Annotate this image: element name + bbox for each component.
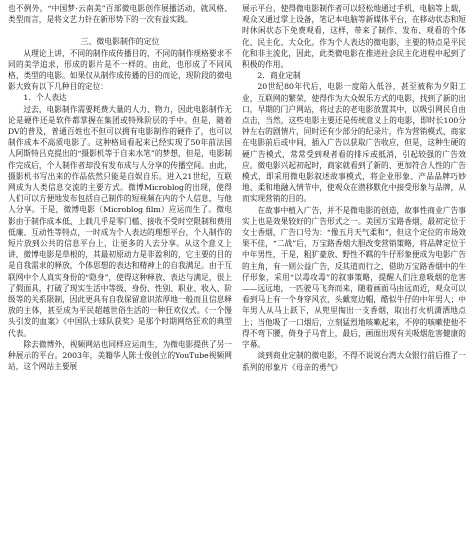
paragraph-commercial-a: 20世纪80年代后，电影一度陷入低谷，甚至被称为夕阳工业，互联网的繁荣，使得作为大众娱乐方式的电影，找到了新的出口，早期的门户网站，将过去的老电影放置其中，以吸引网民自由点击，当然，这些电影主要还是传统意义上的电影，即时长100分钟左右的剧情片，同时还有少部分的纪录片，作为营销模式，商家在电影前后或中间，插入广告以获取广告收应，但是，这种生硬的硬广告模式，常常受到观者看的排斥或抵消，引起较强的广告效应。微电影兴起初起时，商家就看到了新的、更加符合人性的广告模式，即采用微电影叙述故事模式，将企业形象、产品品牌巧妙地、柔和地融入情节中，使观众在潜移默化中接受形象与品牌，从而实现营销的目的。 [242,82,466,204]
section-spacer [8,25,232,36]
left-column [8,3,232,536]
paragraph-personal-a: 过去，电影制作需要耗费大量的人力、物力，因此电影制作无论是硬件还是软件都掌握在集团或特殊阶层的手中。但是，随着DV的普及，普通百姓也不但可以拥有电影制作的硬件了，也可以制作成本不高质电影了。这种格局看起来已经实现了50年前法国人阿斯特吕克提出的“摄影机等于自来水笔”的梦想，但是，电影制作完成后，个人制作者却没有发布成与人分享的传播空间。由此，摄影机书写出来的作品依然只能是自娱自乐。进入21世纪，互联网成为人类信息交流的主要方式。微博Microblog的出现，使得人们可以方便地发布包括自己制作的短视频在内的个人信息，与他人分享。于是，微博电影（Microblog film）应运而生了。微电影由于制作成本低、上载几乎是零门槛、接收不受时空限制和费用低廉、互动性等特点，一时成为个人表达的理想平台，个人制作的短片放到公共的信息平台上，让更多的人去分享。从这个意义上讲，微博电影是草根的，其最初原动力是非盈利的，它主要的目的是自我需求的释放，个体思想的表达和精神上的自我满足。由于互联网中个人真实身份的“隐身”，使得这种释放、表达与满足，很上了假面具，打破了现实生活中等级、身份、性别、职业、收入、阶级等的关系限制，因此更具有自我保留意识浓厚地一般而且信息释放的主体，甚至成为平民超越世俗生活的一种狂欢仪式。《一个馒头引发的血案》《中国队士球队获奖》是那个时期网络狂欢的典型代表。 [8,104,232,338]
section-title: 三、微电影制作的定位 [80,37,160,47]
paragraph-intro: 从理论上讲，不同的制作成传播目的，不同的制作规格要求不同的美学追求，形成的影片是不一样的。由此，也形成了不同风格、类型的电影。如果仅从制作成传播的目的而论，现阶段的微电影大致有以下几种目的定位： [8,48,232,92]
paragraph-opening: 也不例外。“中国梦·云南美”百部微电影创作展播活动，就风格、类型而言，是将文艺力针在新形势下的一次有益实践。 [8,4,232,25]
subsection-title-commercial: 2．商业定制 [257,71,301,81]
paragraph-continued: 展示平台，使得微电影制作者可以轻松地通过手机、电脑等上载，观众又通过掌上设备，笔记本电脑等新媒体平台，在移动状态和短时休闲状态下免费观看，这样，带来了制作、发布、观看的个体化、民主化、大众化。作为个人表达的微电影，主要的特点是平民化和非主流化，因此，此类微电影在推进社会民主化进程中起到了积极的作用。 [242,4,466,70]
subsection-title-personal: 1．个人表达 [23,93,67,103]
paragraph-personal-b: 除去微博外，视频网站也同样应运而生，为微电影提供了另一种展示的平台。2003年，美籍华人陈士俊创立的YouTube视频网站，这个网站主要展 [8,339,232,372]
paragraph-commercial-b: 在故事中植入广告，并不是微电影的创造，故事性商业广告事实上也是效果较好的广告形式之一。美国万宝路香烟，最初定位于女士香烟，广告口号为：“像五月天气柔和”，但这个定位的市场效果不佳，“二战”后，万宝路香烟大胆改变营销策略，将品牌定位于中年男性，于是，粗犷豪放、野性不羁的牛仔形象便成为电影广告的主角，有一则公益广告，反其道而行之，借助万宝路香烟中的牛仔形象，采用“以毒攻毒”的叙事策略，提醒人们注意吸烟的危害——远远地，一匹驶马飞奔而来，随着画面马由远而近，观众可以看到马上有一个身穿风衣，头戴宽边帽，酷似牛仔的中年男人；中年男人从马上跃下，从兜里掏出一支香烟，取出打火机潇洒地点上；当他吸了一口烟后，立刻猛烈地咳嗽起来，不停的咳嗽使他不得不弯下腰，倚身子马背上，最后，画面出现有关吸烟危害健康的字幕。 [242,205,466,350]
right-column [242,3,466,536]
paragraph-commercial-c: 谈到商业定制的微电影，不得不说说台湾大众银行前后推了一系列的形象片《母亲的勇气》 [242,351,466,372]
